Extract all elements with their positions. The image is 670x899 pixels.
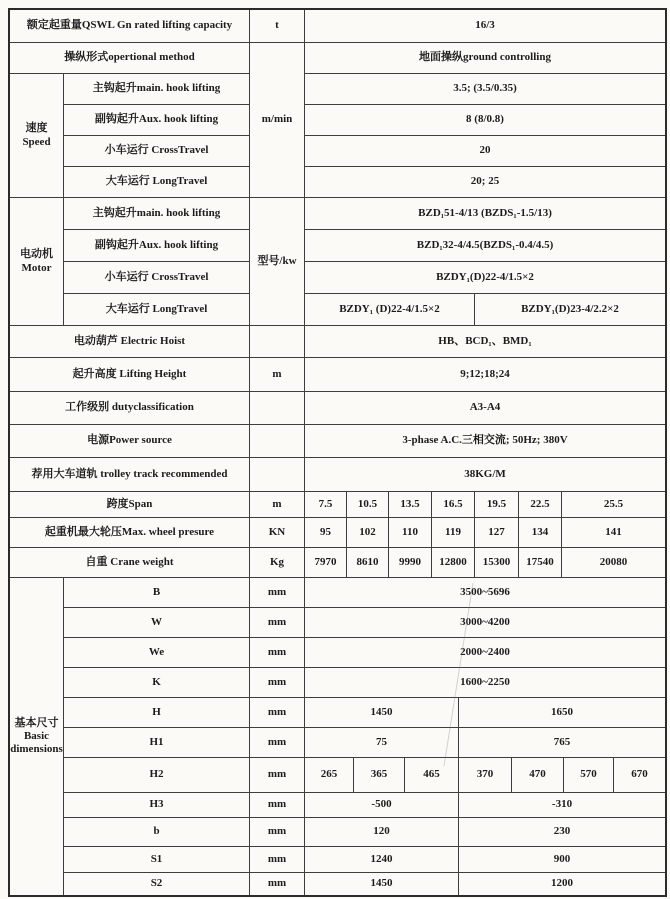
dim-H1-row: [64, 728, 665, 758]
motor-long-travel-value-right: BZDY₁(D)23-4/2.2×2: [475, 294, 665, 326]
duty-classification-row: [10, 392, 665, 425]
power-source-row: [10, 425, 665, 458]
duty-classification-unit-empty: [250, 392, 305, 425]
span-value: 7.5: [305, 492, 347, 518]
wheel-pressure-value: 102: [347, 518, 389, 548]
motor-block: [10, 198, 665, 358]
speed-group-en: Speed: [22, 135, 51, 148]
operational-method-value: 地面操纵ground controlling: [305, 43, 665, 74]
wheel-pressure-value: 134: [519, 518, 562, 548]
dim-We-value: 2000~2400: [305, 638, 665, 668]
dim-S1-value-right: 900: [459, 847, 665, 873]
motor-group-en: Motor: [21, 261, 52, 274]
span-value: 16.5: [432, 492, 475, 518]
span-value: 10.5: [347, 492, 389, 518]
dim-S1-label: S1: [64, 847, 250, 873]
dim-H-value-left: 1450: [305, 698, 459, 728]
wheel-pressure-value: 127: [475, 518, 519, 548]
crane-weight-value: 9990: [389, 548, 432, 578]
dim-S2-value-left: 1450: [305, 873, 459, 895]
motor-long-travel-label: 大车运行 LongTravel: [64, 294, 250, 326]
dim-B-value: 3500~5696: [305, 578, 665, 608]
dim-H2-value: 470: [512, 758, 564, 793]
crane-weight-value: 8610: [347, 548, 389, 578]
dim-H-unit: mm: [250, 698, 305, 728]
dim-S1-unit: mm: [250, 847, 305, 873]
trolley-track-label: 荐用大车道轨 trolley track recommended: [10, 458, 250, 492]
speed-cross-travel-label: 小车运行 CrossTravel: [64, 136, 250, 167]
wheel-pressure-value: 119: [432, 518, 475, 548]
motor-group-label: [10, 198, 64, 326]
dim-H3-value-right: -310: [459, 793, 665, 818]
span-value: 25.5: [562, 492, 665, 518]
span-row: [10, 492, 665, 518]
wheel-pressure-row: [10, 518, 665, 548]
trolley-track-value: 38KG/M: [305, 458, 665, 492]
dimensions-group-zh: 基本尺寸: [14, 716, 59, 729]
motor-long-travel-value-left: BZDY₁ (D)22-4/1.5×2: [305, 294, 475, 326]
dim-H2-row: [64, 758, 665, 793]
crane-weight-row: [10, 548, 665, 578]
crane-spec-table: [8, 8, 667, 897]
dim-S2-row: [64, 873, 665, 895]
method-and-speed-block: [10, 43, 665, 198]
crane-weight-value: 12800: [432, 548, 475, 578]
crane-weight-value: 15300: [475, 548, 519, 578]
dim-S2-value-right: 1200: [551, 877, 573, 890]
dim-H1-value-left: 75: [305, 728, 459, 758]
span-value: 19.5: [475, 492, 519, 518]
dim-H3-value-left: -500: [305, 793, 459, 818]
motor-aux-hook-value: BZD₁32-4/4.5(BZDS₁-0.4/4.5): [305, 230, 665, 262]
speed-main-hook-value: 3.5; (3.5/0.35): [305, 74, 665, 105]
operational-method-label: 操纵形式opertional method: [10, 43, 250, 74]
power-source-label: 电源Power source: [10, 425, 250, 458]
motor-main-hook-value: BZD₁51-4/13 (BZDS₁-1.5/13): [305, 198, 665, 230]
dim-W-unit: mm: [250, 608, 305, 638]
dim-We-row: [64, 638, 665, 668]
dim-b-label: b: [64, 818, 250, 847]
rated-capacity-label: 额定起重量QSWL Gn rated lifting capacity: [10, 10, 250, 43]
dim-H2-label: H2: [64, 758, 250, 793]
dim-S1-row: [64, 847, 665, 873]
motor-aux-hook-label: 副钩起升Aux. hook lifting: [64, 230, 250, 262]
dim-H3-unit: mm: [250, 793, 305, 818]
dimensions-block: [10, 578, 665, 895]
power-source-value: 3-phase A.C.三相交流; 50Hz; 380V: [305, 425, 665, 458]
span-value: 13.5: [389, 492, 432, 518]
crane-weight-value: 7970: [305, 548, 347, 578]
trolley-track-unit-empty: [250, 458, 305, 492]
dim-S1-value-left: 1240: [305, 847, 459, 873]
dim-W-label: W: [64, 608, 250, 638]
dim-H1-label: H1: [64, 728, 250, 758]
crane-weight-value: 17540: [519, 548, 562, 578]
dim-K-value: 1600~2250: [305, 668, 665, 698]
wheel-pressure-label: 起重机最大轮压Max. wheel presure: [10, 518, 250, 548]
dim-K-row: [64, 668, 665, 698]
motor-main-hook-label: 主钩起升main. hook lifting: [64, 198, 250, 230]
dim-W-row: [64, 608, 665, 638]
dim-K-label: K: [64, 668, 250, 698]
wheel-pressure-value: 95: [305, 518, 347, 548]
power-source-unit-empty: [250, 425, 305, 458]
speed-long-travel-value: 20; 25: [305, 167, 665, 198]
duty-classification-value: A3-A4: [305, 392, 665, 425]
dim-H2-value: 670: [614, 758, 665, 793]
dim-H-value-right: 1650: [459, 698, 665, 728]
dim-H2-value: 570: [564, 758, 614, 793]
motor-cross-travel-value: BZDY₁(D)22-4/1.5×2: [305, 262, 665, 294]
dim-H2-value: 370: [459, 758, 512, 793]
electric-hoist-value: HB、BCD₁、BMD₁: [305, 326, 665, 358]
dim-b-row: [64, 818, 665, 847]
dimensions-group-label: [10, 578, 64, 895]
wheel-pressure-value: 141: [562, 518, 665, 548]
speed-group-zh: 速度: [25, 122, 48, 135]
motor-unit: 型号/kw: [250, 198, 305, 326]
span-value: 22.5: [519, 492, 562, 518]
speed-unit: m/min: [250, 43, 305, 198]
dim-W-value: 3000~4200: [305, 608, 665, 638]
rated-capacity-unit: t: [250, 10, 305, 43]
dim-b-value-right: 230: [459, 818, 665, 847]
dim-S2-label: S2: [64, 873, 250, 895]
dim-B-row: [64, 578, 665, 608]
dim-H2-value: 265: [305, 758, 354, 793]
lifting-height-unit: m: [250, 358, 305, 392]
dim-H1-unit: mm: [250, 728, 305, 758]
dimensions-group-en1: Basic: [23, 729, 50, 742]
span-label: 跨度Span: [10, 492, 250, 518]
trolley-track-row: [10, 458, 665, 492]
dim-b-unit: mm: [250, 818, 305, 847]
speed-aux-hook-label: 副钩起升Aux. hook lifting: [64, 105, 250, 136]
lifting-height-label: 起升高度 Lifting Height: [10, 358, 250, 392]
speed-main-hook-label: 主钩起升main. hook lifting: [64, 74, 250, 105]
duty-classification-label: 工作级别 dutyclassification: [10, 392, 250, 425]
speed-aux-hook-value: 8 (8/0.8): [305, 105, 665, 136]
motor-cross-travel-label: 小车运行 CrossTravel: [64, 262, 250, 294]
rated-capacity-row: [10, 10, 665, 43]
dimensions-group-en2: dimensions: [10, 743, 63, 756]
lifting-height-row: [10, 358, 665, 392]
wheel-pressure-value: 110: [389, 518, 432, 548]
wheel-pressure-unit: KN: [250, 518, 305, 548]
motor-group-zh: 电动机: [20, 248, 53, 261]
dim-H3-row: [64, 793, 665, 818]
dim-b-value-left: 120: [305, 818, 459, 847]
electric-hoist-unit-empty: [250, 326, 305, 358]
dim-We-unit: mm: [250, 638, 305, 668]
span-unit: m: [250, 492, 305, 518]
speed-group-label: [10, 74, 64, 198]
dim-H2-unit: mm: [250, 758, 305, 793]
dim-H2-value: 365: [354, 758, 405, 793]
crane-weight-unit: Kg: [250, 548, 305, 578]
rated-capacity-value: 16/3: [305, 10, 665, 43]
speed-cross-travel-value: 20: [305, 136, 665, 167]
dim-H3-label: H3: [64, 793, 250, 818]
dim-H1-value-right: 765: [459, 728, 665, 758]
dim-S2-unit: mm: [250, 873, 305, 895]
crane-weight-label: 自重 Crane weight: [10, 548, 250, 578]
dim-B-label: B: [64, 578, 250, 608]
speed-long-travel-label: 大车运行 LongTravel: [64, 167, 250, 198]
dim-H-row: [64, 698, 665, 728]
lifting-height-value: 9;12;18;24: [305, 358, 665, 392]
dim-H2-value: 465: [405, 758, 459, 793]
dim-We-label: We: [64, 638, 250, 668]
crane-weight-value: 20080: [562, 548, 665, 578]
electric-hoist-label: 电动葫芦 Electric Hoist: [10, 326, 250, 358]
dim-B-unit: mm: [250, 578, 305, 608]
dim-K-unit: mm: [250, 668, 305, 698]
dim-H-label: H: [64, 698, 250, 728]
